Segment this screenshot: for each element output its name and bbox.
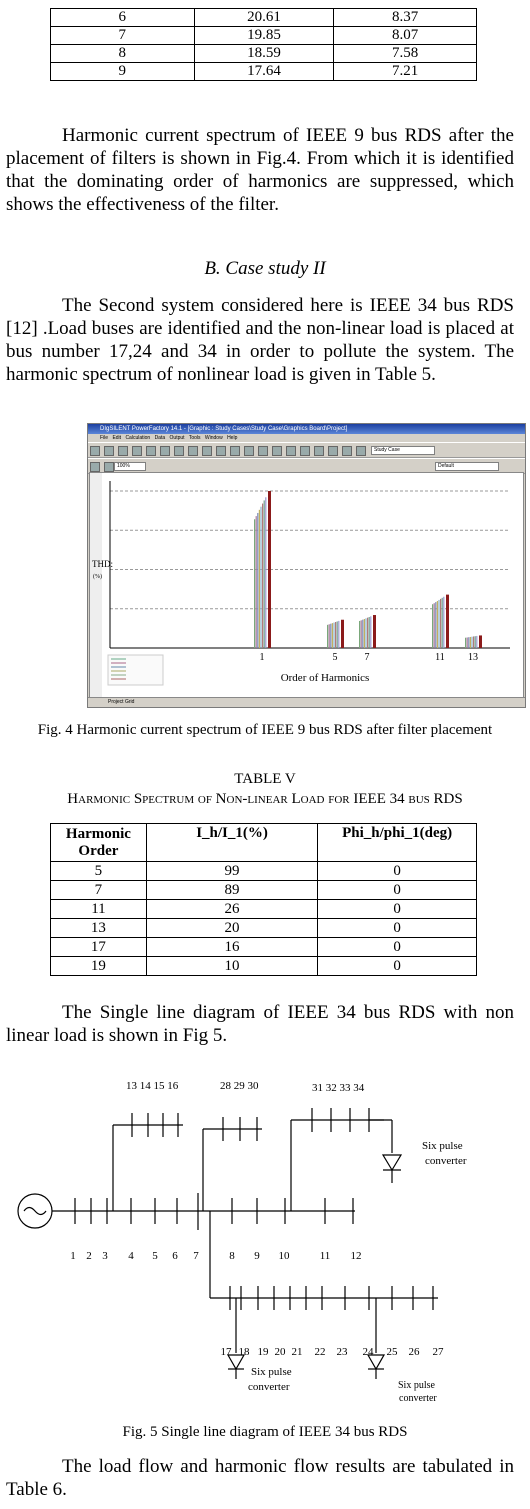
harmonic-bar-chart	[90, 473, 523, 697]
x-tick-label: 1	[259, 652, 265, 663]
table-cell: 7.58	[334, 45, 477, 63]
x-tick-label: 7	[364, 652, 370, 663]
bar-cluster-line	[257, 513, 258, 648]
bar-cluster-line	[361, 620, 362, 648]
table-row	[51, 63, 477, 81]
toolbar-icon[interactable]	[230, 446, 240, 456]
bus-label: 25	[386, 1346, 398, 1358]
sine-icon	[24, 1208, 46, 1215]
table-cell: 8.07	[334, 27, 477, 45]
bar-cluster-line	[337, 621, 338, 648]
bus-label: 9	[254, 1250, 260, 1262]
toolbar-icon[interactable]	[300, 446, 310, 456]
lower-bus-labels	[221, 1346, 445, 1358]
main-bus-labels	[70, 1250, 361, 1262]
table-cell: 9	[51, 63, 195, 81]
bar-cluster-line	[476, 636, 477, 648]
bar-cluster-line	[362, 620, 363, 648]
toolbar-icon[interactable]	[342, 446, 352, 456]
bar-cluster-line	[329, 624, 330, 648]
bar-cluster-line	[332, 623, 333, 648]
x-axis-label: Order of Harmonics	[280, 672, 370, 684]
x-tick-label: 13	[468, 652, 478, 663]
table-cell: 20	[146, 919, 317, 938]
menu-bar[interactable]: File Edit Calculation Data Output Tools Window Help	[100, 435, 238, 441]
table5-label: TABLE V	[234, 771, 296, 787]
sld-lines	[18, 1108, 438, 1379]
bar-cluster-line	[435, 602, 436, 648]
chart-gridlines	[110, 481, 510, 648]
bus-label: 24	[362, 1346, 374, 1358]
bus-label: 3	[102, 1250, 108, 1262]
bus-labels-13-16: 13 14 15 16	[126, 1080, 179, 1092]
bus-label: 23	[336, 1346, 348, 1358]
bar-cluster-line	[443, 597, 444, 648]
bus-label: 7	[193, 1250, 199, 1262]
bar-cluster-line	[434, 603, 435, 648]
toolbar-icon[interactable]	[104, 446, 114, 456]
bus-label: 17	[220, 1346, 232, 1358]
table-cell: 99	[146, 862, 317, 881]
section-heading: B. Case study II	[204, 258, 326, 279]
table-cell: 17	[51, 938, 147, 957]
bus-label: 1	[70, 1250, 76, 1262]
bus-label: 6	[172, 1250, 178, 1262]
table-cell: 7	[51, 27, 195, 45]
bar-cluster-line	[364, 619, 365, 648]
bar-cluster-line	[369, 617, 370, 648]
bar-cluster-line	[440, 599, 441, 648]
table-cell: 0	[318, 938, 477, 957]
table-cell: 8	[51, 45, 195, 63]
table-cell: 5	[51, 862, 147, 881]
toolbar-icon[interactable]	[104, 462, 114, 472]
table-cell: 7	[51, 881, 147, 900]
table-cell: 0	[318, 862, 477, 881]
toolbar-icon[interactable]	[356, 446, 366, 456]
table5	[50, 823, 477, 976]
bar-cluster-line	[335, 622, 336, 648]
toolbar-icon[interactable]	[216, 446, 226, 456]
bus-label: 18	[238, 1346, 250, 1358]
toolbar-icon[interactable]	[90, 446, 100, 456]
bus-label: 8	[229, 1250, 235, 1262]
bar-cluster-line	[264, 500, 265, 648]
bus-labels-28-30: 28 29 30	[220, 1080, 259, 1092]
chart-x-ticks	[260, 652, 479, 663]
toolbar-icon[interactable]	[258, 446, 268, 456]
study-case-select[interactable]: Study Case	[371, 446, 435, 455]
default-select[interactable]: Default	[435, 462, 499, 471]
bar-cluster-line	[473, 636, 474, 648]
bar-cluster-line	[471, 637, 472, 648]
toolbar-icon[interactable]	[146, 446, 156, 456]
bus-label: 2	[86, 1250, 92, 1262]
bar-cluster-line	[437, 601, 438, 648]
bar-cluster-line	[367, 618, 368, 648]
bar-cluster-line	[333, 623, 334, 648]
bar-cluster-line	[359, 621, 360, 648]
legend-block	[108, 655, 163, 685]
diode-symbol	[383, 1155, 401, 1170]
bar-cluster-line	[465, 638, 466, 648]
table-cell: 8.37	[334, 9, 477, 27]
converter-label-bus17: Six pulse converter	[248, 1366, 292, 1393]
fig5-single-line-diagram	[0, 1075, 530, 1415]
bus-label: 21	[291, 1346, 303, 1358]
toolbar-icon[interactable]	[286, 446, 296, 456]
bus-label: 4	[128, 1250, 134, 1262]
x-tick-label: 5	[332, 652, 338, 663]
paragraph-table6-intro: The load flow and harmonic flow results are tabulated in Table 6.	[6, 1456, 514, 1500]
bar-harmonic-1	[268, 491, 271, 648]
y-axis-label: THD:	[92, 559, 113, 569]
bar-cluster-line	[330, 624, 331, 648]
table-row	[51, 919, 477, 938]
bar-cluster-line	[256, 516, 257, 648]
bus-label: 11	[319, 1250, 331, 1262]
toolbar-icon[interactable]	[328, 446, 338, 456]
window-titlebar	[88, 424, 525, 434]
table-cell: 10	[146, 957, 317, 976]
bar-cluster-line	[254, 519, 255, 648]
bus-label: 5	[152, 1250, 158, 1262]
toolbar-icon[interactable]	[314, 446, 324, 456]
bus-label: 10	[278, 1250, 290, 1262]
toolbar-1	[88, 442, 525, 458]
bar-cluster-line	[470, 637, 471, 648]
y-axis-unit: (%)	[93, 574, 102, 580]
table-row	[51, 957, 477, 976]
table-cell: 7.21	[334, 63, 477, 81]
bus-label: 20	[274, 1346, 286, 1358]
bar-cluster-line	[259, 510, 260, 648]
table5-header-phase-ratio: Phi_h/phi_1(deg)	[318, 824, 477, 862]
fig5-caption: Fig. 5 Single line diagram of IEEE 34 bus RDS	[122, 1424, 408, 1440]
paragraph-fig4-description: Harmonic current spectrum of IEEE 9 bus RDS after the placement of filters is shown in Fig.4. From which it is identified that the dominating order of harmonics are suppressed, which shows the effectiveness of the filter.	[6, 125, 514, 215]
bus-label: 27	[432, 1346, 444, 1358]
table-cell: 16	[146, 938, 317, 957]
table5-title: Harmonic Spectrum of Non-linear Load for IEEE 34 bus RDS	[67, 791, 463, 807]
bar-cluster-line	[438, 600, 439, 648]
table-cell: 6	[51, 9, 195, 27]
table-cell: 0	[318, 957, 477, 976]
toolbar-icon[interactable]	[272, 446, 282, 456]
bar-cluster-line	[432, 604, 433, 648]
table-cell: 11	[51, 900, 147, 919]
table5-header-harmonic-order: Harmonic Order	[51, 824, 147, 862]
table-row	[51, 45, 477, 63]
table-cell: 13	[51, 919, 147, 938]
bus-label: 26	[408, 1346, 420, 1358]
zoom-select[interactable]: 100%	[114, 462, 146, 471]
bar-cluster-line	[442, 598, 443, 648]
bar-cluster-line	[467, 637, 468, 648]
table-cell: 0	[318, 919, 477, 938]
table-cell: 26	[146, 900, 317, 919]
table-cell: 18.59	[194, 45, 334, 63]
results-table-top	[50, 8, 477, 81]
table5-header-current-ratio: I_h/I_1(%)	[146, 824, 317, 862]
table-cell: 19	[51, 957, 147, 976]
table-cell: 0	[318, 900, 477, 919]
toolbar-icon[interactable]	[160, 446, 170, 456]
window-title: DIgSILENT PowerFactory 14.1 - [Graphic : Study Cases\Study Case\Graphics Board\Project]	[100, 426, 348, 432]
bar-cluster-line	[468, 637, 469, 648]
bar-cluster-line	[475, 636, 476, 648]
tab-bar[interactable]: Project Grid	[88, 697, 525, 707]
bus-labels-31-34: 31 32 33 34	[312, 1082, 365, 1094]
paragraph-case-study-2: The Second system considered here is IEEE 34 bus RDS [12] .Load buses are identified and the non-linear load is placed at bus number 17,24 and 34 in order to pollute the system. The harmonic spectrum of nonlinear load is given in Table 5.	[6, 295, 514, 385]
toolbar-icon[interactable]	[90, 462, 100, 472]
toolbar-icon[interactable]	[174, 446, 184, 456]
table-cell: 0	[318, 881, 477, 900]
bar-cluster-line	[370, 616, 371, 648]
fig4-caption: Fig. 4 Harmonic current spectrum of IEEE 9 bus RDS after filter placement	[37, 722, 493, 738]
bus-label: 12	[350, 1250, 362, 1262]
bar-cluster-line	[365, 618, 366, 648]
toolbar-icon[interactable]	[132, 446, 142, 456]
bar-cluster-line	[338, 621, 339, 648]
bar-cluster-line	[265, 497, 266, 648]
bar-harmonic-7	[373, 615, 376, 648]
bar-cluster-line	[262, 504, 263, 648]
bus-label: 22	[314, 1346, 326, 1358]
bar-cluster-line	[327, 625, 328, 648]
bar-harmonic-5	[341, 620, 344, 648]
table-row	[51, 900, 477, 919]
converter-label-bus24: Six pulse converter	[398, 1380, 437, 1404]
toolbar-icon[interactable]	[202, 446, 212, 456]
converter-label-top: Six pulse converter	[422, 1140, 467, 1167]
table-row	[51, 27, 477, 45]
toolbar-icon[interactable]	[118, 446, 128, 456]
table-cell: 89	[146, 881, 317, 900]
table-row	[51, 938, 477, 957]
bar-harmonic-13	[479, 635, 482, 648]
table-cell: 19.85	[194, 27, 334, 45]
plot-area	[89, 472, 524, 698]
table-cell: 17.64	[194, 63, 334, 81]
table-cell: 20.61	[194, 9, 334, 27]
x-tick-label: 11	[435, 652, 445, 663]
paragraph-fig5-intro: The Single line diagram of IEEE 34 bus RDS with non linear load is shown in Fig 5.	[6, 1002, 514, 1046]
bar-harmonic-11	[446, 595, 449, 648]
toolbar-icon[interactable]	[188, 446, 198, 456]
fig4-screenshot	[87, 423, 526, 708]
table-row	[51, 9, 477, 27]
sidebar-strip	[90, 473, 102, 697]
bus-label: 19	[257, 1346, 269, 1358]
toolbar-icon[interactable]	[244, 446, 254, 456]
table-row	[51, 862, 477, 881]
bar-cluster-line	[260, 507, 261, 648]
table-row	[51, 881, 477, 900]
